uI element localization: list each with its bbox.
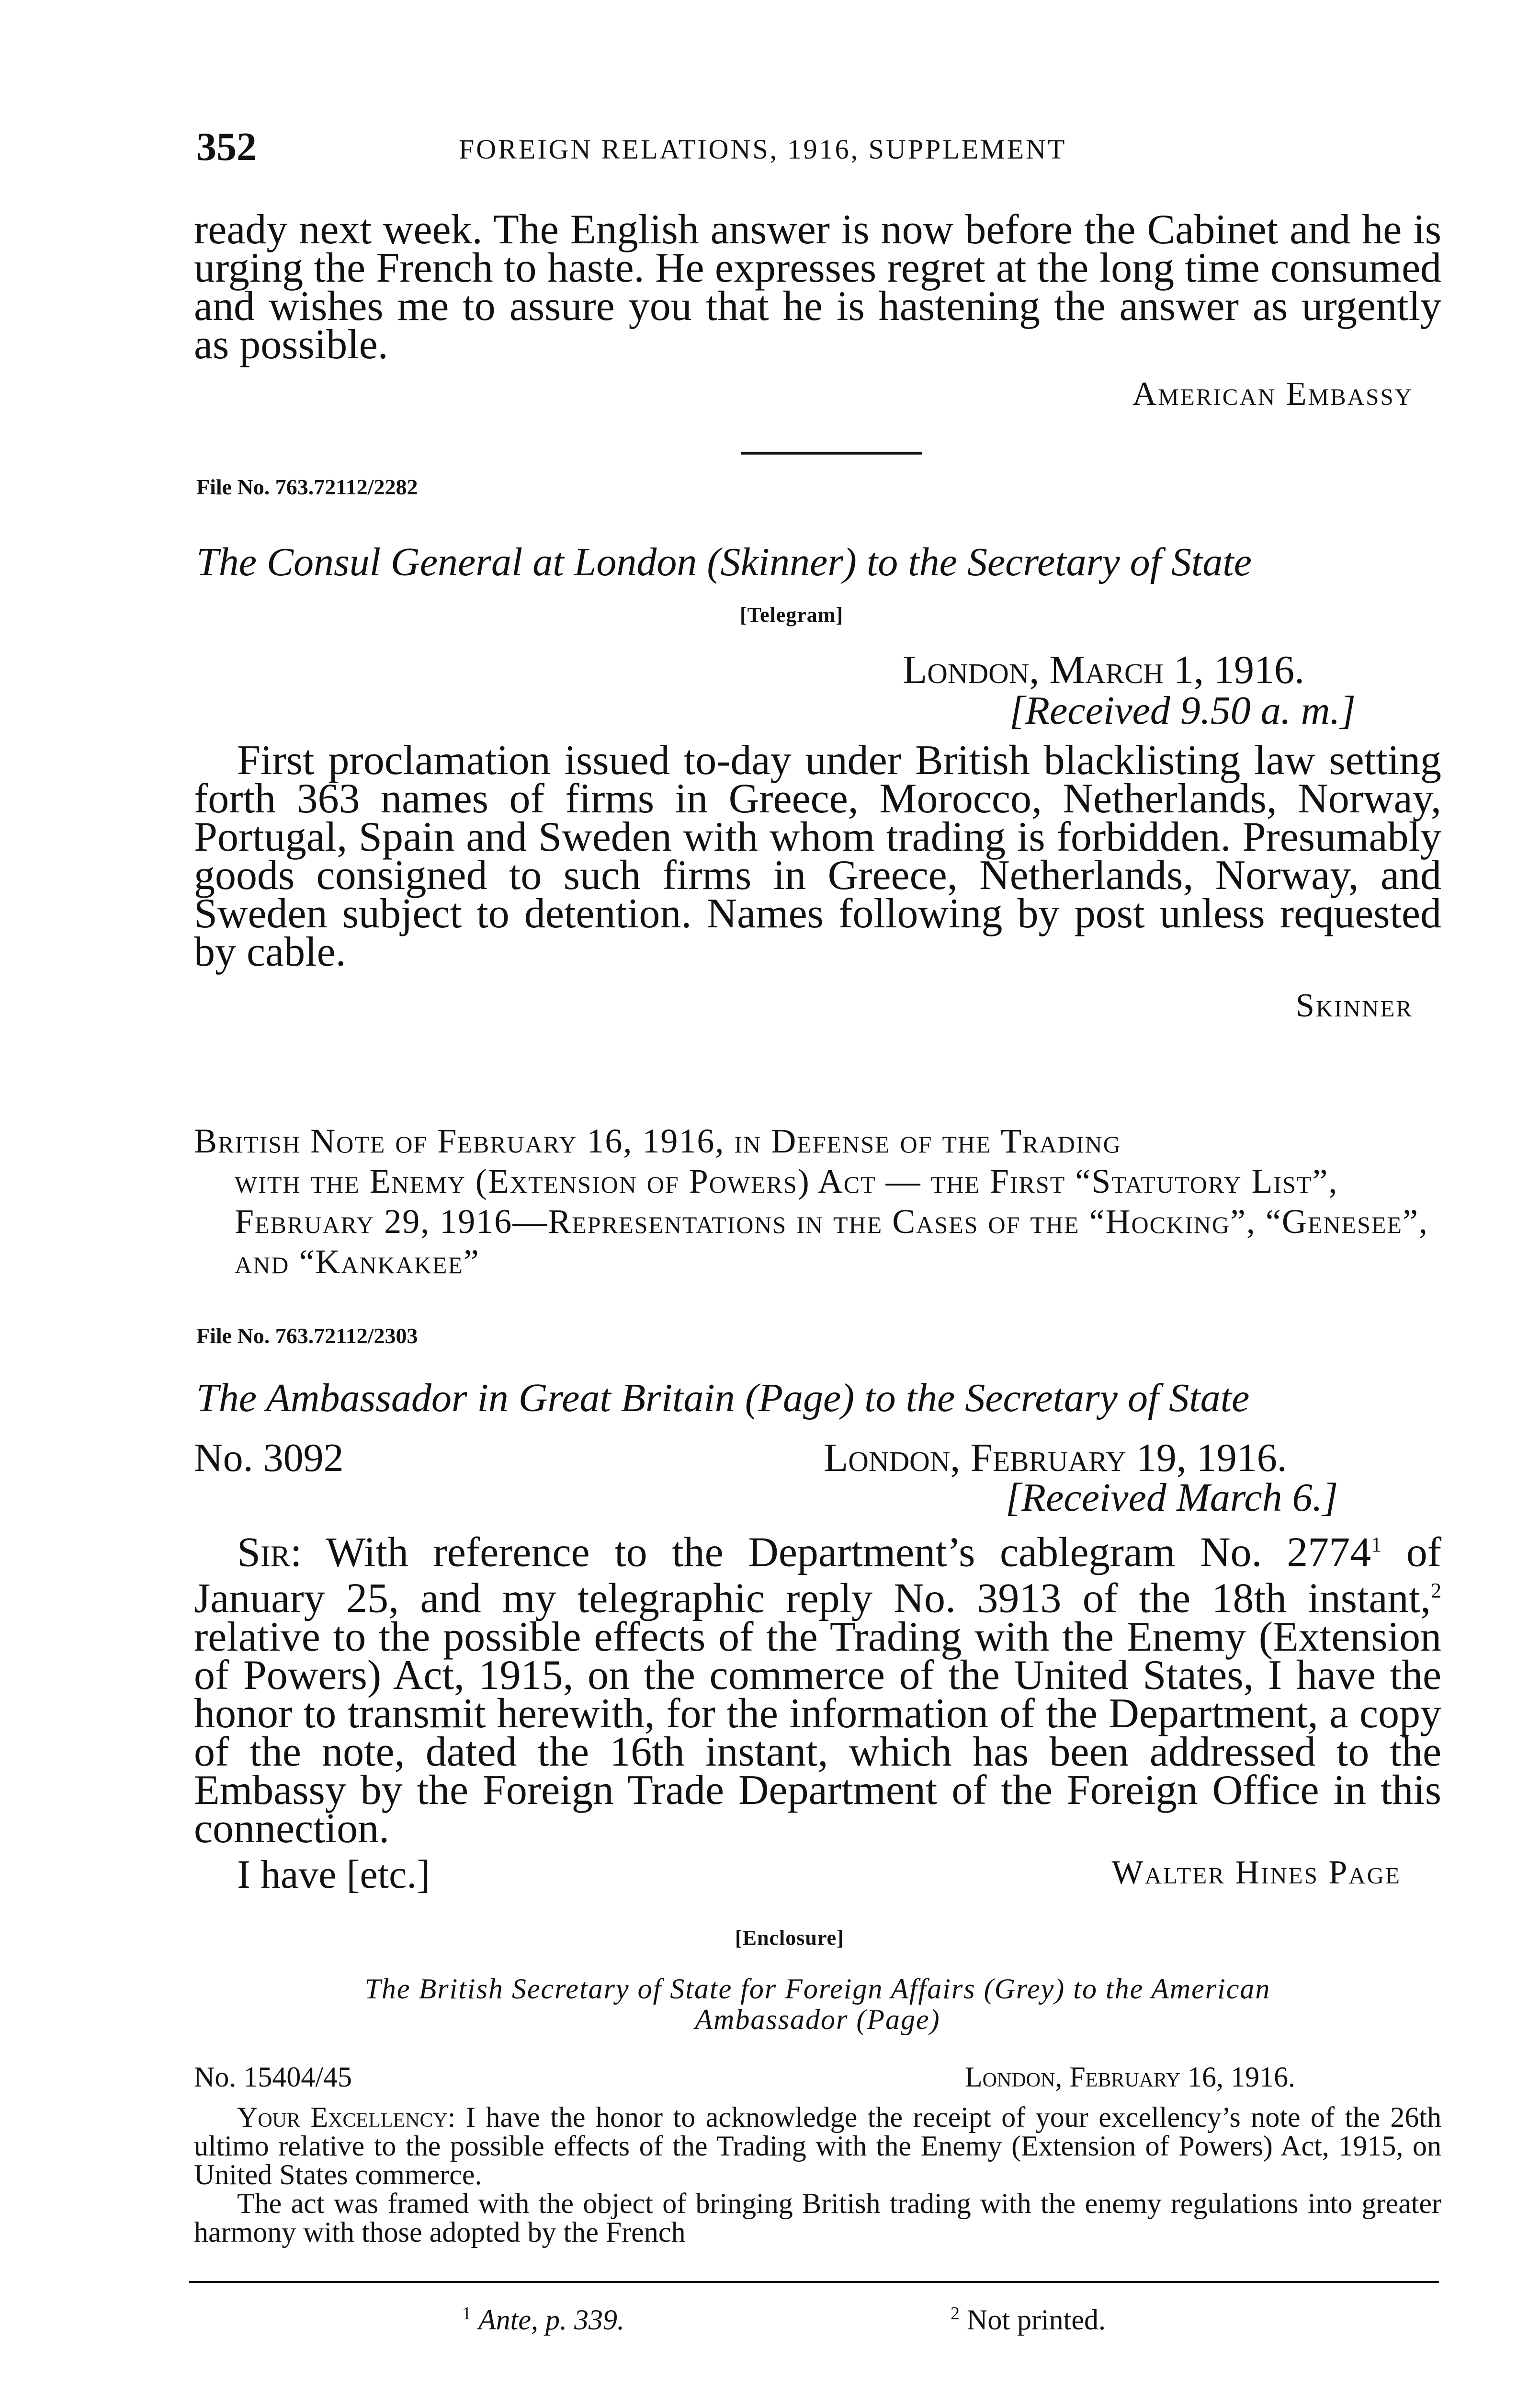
page-number: 352 (196, 125, 257, 169)
enclosure-salutation: Your Excellency: (237, 2101, 456, 2133)
enclosure-place-date-text: London, February 16, 1916. (965, 2061, 1296, 2093)
enclosure-para1 (194, 2103, 1441, 2189)
doc2-body (194, 737, 1441, 975)
footnote-1-text: Ante, p. 339. (478, 2304, 624, 2336)
doc3-number: No. 3092 (194, 1436, 344, 1480)
footnote-1 (462, 2303, 624, 2337)
footnote-rule (189, 2281, 1439, 2283)
section-heading-rest: with the Enemy (Extension of Powers) Act — the First “Statutory List”, February 29, 1916—Representations in the Cases of the “Hocking”, “Genesee”, and “Kankakee” (235, 1162, 1428, 1281)
doc3-salutation: Sir: (237, 1529, 302, 1576)
enclosure-body (194, 2103, 1441, 2247)
doc2-file-number: File No. 763.72112/2282 (196, 475, 418, 499)
doc1-tail-paragraph (194, 206, 1441, 368)
enclosure-label: [Enclosure] (735, 1926, 844, 1950)
enclosure-place-date (965, 2061, 1295, 2094)
footnote-2-mark: 2 (951, 2304, 960, 2324)
enclosure-number: No. 15404/45 (194, 2061, 352, 2093)
doc3-signature: Walter Hines Page (1111, 1854, 1401, 1891)
enclosure-title-line1: The British Secretary of State for Foreign Affairs (Grey) to the American (364, 1973, 1271, 2005)
enclosure-para2: The act was framed with the object of bringing British trading with the enemy regulations into greater harmony with those adopted by the French (194, 2188, 1441, 2248)
doc2-received: [Received 9.50 a. m.] (1009, 688, 1356, 733)
footnote-ref-2: 2 (1431, 1579, 1441, 1603)
doc3-body (194, 1526, 1441, 1852)
doc3-body-part-a: With reference to the Department’s cablegram No. 2774 (326, 1529, 1371, 1576)
footnote-2-text: Not printed. (967, 2304, 1106, 2336)
enclosure-para1-text: I have the honor to acknowledge the receipt of your excellency’s note of the 26th ultimo relative to the possible effects of the Trading with the Enemy (Extension of Powers) Act, 1915, on United States commerce. (194, 2101, 1442, 2190)
footnote-ref-1: 1 (1371, 1533, 1382, 1556)
doc3-body-paragraph (194, 1526, 1441, 1852)
doc3-body-part-c: relative to the possible effects of the Trading with the Enemy (Extension of Powers) Act, 1915, on the commerce of the United States, I have the honor to transmit herewith, for the information of the Department, a copy of the note, dated the 16th instant, which has been addressed to the Embassy by the Foreign Trade Department of the Foreign Office in this connection. (194, 1613, 1441, 1852)
footnote-2 (951, 2303, 1106, 2337)
separator-rule (741, 452, 922, 455)
section-heading-line1: British Note of February 16, 1916, in Defense of the Trading (194, 1122, 1121, 1160)
doc2-title: The Consul General at London (Skinner) to the Secretary of State (196, 540, 1252, 584)
doc3-file-number: File No. 763.72112/2303 (196, 1323, 418, 1348)
doc3-closing: I have [etc.] (237, 1852, 430, 1897)
running-head: FOREIGN RELATIONS, 1916, SUPPLEMENT (459, 134, 1067, 165)
doc3-received: [Received March 6.] (1006, 1475, 1338, 1520)
section-heading (194, 1121, 1446, 1282)
doc3-place-date: London, February 19, 1916. (824, 1436, 1287, 1480)
doc2-body-text: First proclamation issued to-day under British blacklisting law setting forth 363 names of firms in Greece, Morocco, Netherlands, Norway, Portugal, Spain and Sweden with whom trading is forbidden. Presumably goods consigned to such firms in Greece, Netherlands, Norway, and Sweden subject to detention. Names following by post unless requested by cable. (194, 737, 1441, 975)
doc2-type: [Telegram] (740, 603, 844, 627)
enclosure-title (194, 1973, 1441, 2035)
doc3-title: The Ambassador in Great Britain (Page) to the Secretary of State (196, 1376, 1250, 1420)
footnote-1-mark: 1 (462, 2304, 471, 2324)
doc1-signature: American Embassy (1132, 376, 1413, 412)
enclosure-title-line2: Ambassador (Page) (695, 2004, 940, 2035)
doc3-body-part-b: of January 25, and my telegraphic reply No. 3913 of the 18th instant, (194, 1529, 1441, 1622)
doc2-place-date-text: London, March 1, 1916. (903, 648, 1304, 692)
doc2-signature: Skinner (1295, 987, 1413, 1024)
doc2-place-date (903, 647, 1304, 693)
doc1-tail-text: ready next week. The English answer is now before the Cabinet and he is urging the French to haste. He expresses regret at the long time consumed and wishes me to assure you that he is hastening the answer as urgently as possible. (194, 206, 1441, 368)
